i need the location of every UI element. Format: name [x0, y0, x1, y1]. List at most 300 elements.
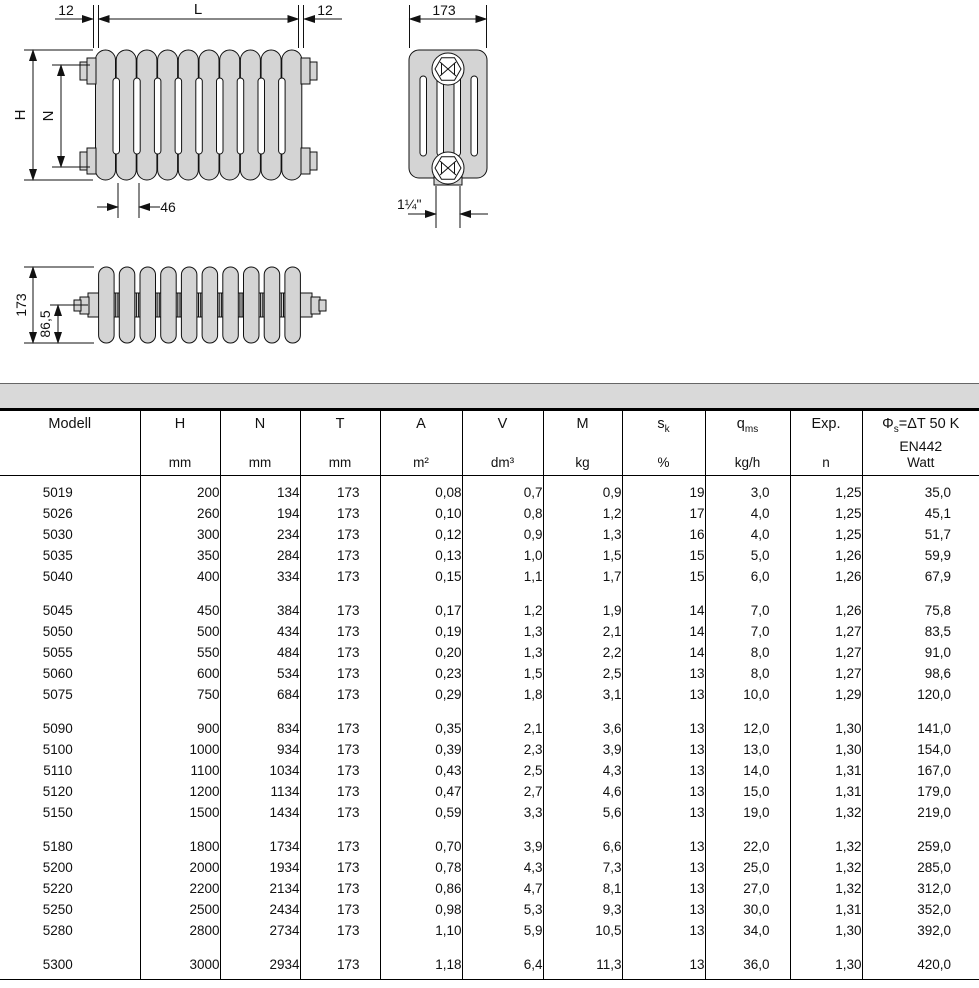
value-cell: 1,26: [790, 566, 862, 587]
value-cell: 1734: [220, 836, 300, 857]
value-cell: 4,0: [705, 524, 790, 545]
table-row-5060: [0, 663, 979, 684]
spacer-cell: [462, 823, 543, 836]
value-cell: 173: [300, 566, 380, 587]
model-cell: 5180: [42, 838, 73, 854]
table-row-5100: [0, 739, 979, 760]
spacer-cell: [622, 587, 705, 600]
spacer-cell: [705, 941, 790, 954]
value-cell: 1,2: [462, 600, 543, 621]
value-cell: 1,32: [790, 836, 862, 857]
table-row-5050: [0, 621, 979, 642]
model-cell: 5100: [42, 741, 73, 757]
value-cell: 34,0: [705, 920, 790, 941]
model-cell: 5200: [42, 859, 73, 875]
spacer-cell: [220, 975, 300, 980]
table-row-5090: [0, 718, 979, 739]
spacer-cell: [543, 823, 622, 836]
value-cell: 173: [300, 878, 380, 899]
value-cell: 2,1: [462, 718, 543, 739]
group-spacer-row: [0, 705, 979, 718]
value-cell: 1,27: [790, 621, 862, 642]
value-cell: 91,0: [862, 642, 979, 663]
value-cell: 1,30: [790, 739, 862, 760]
spacer-cell: [543, 587, 622, 600]
spacer-cell: [862, 823, 979, 836]
value-cell: 484: [220, 642, 300, 663]
value-cell: 834: [220, 718, 300, 739]
value-cell: 13: [622, 954, 705, 975]
model-cell: 5300: [42, 956, 73, 972]
column-header-n: N mm: [220, 411, 300, 476]
spacer-cell: [0, 941, 140, 954]
value-cell: 3,0: [705, 482, 790, 503]
value-cell: 219,0: [862, 802, 979, 823]
value-cell: 1,31: [790, 781, 862, 802]
value-cell: 400: [140, 566, 220, 587]
spacer-cell: [140, 975, 220, 980]
value-cell: 0,70: [380, 836, 462, 857]
value-cell: 1,0: [462, 545, 543, 566]
value-cell: 173: [300, 642, 380, 663]
value-cell: 2,2: [543, 642, 622, 663]
side-view-drawing: [397, 2, 488, 228]
value-cell: 173: [300, 663, 380, 684]
table-row-5045: [0, 600, 979, 621]
value-cell: 1,10: [380, 920, 462, 941]
value-cell: 36,0: [705, 954, 790, 975]
value-cell: 173: [300, 899, 380, 920]
value-cell: 19: [622, 482, 705, 503]
model-cell: 5110: [43, 762, 73, 778]
value-cell: 1,30: [790, 920, 862, 941]
spacer-cell: [462, 975, 543, 980]
value-cell: 284: [220, 545, 300, 566]
value-cell: 0,19: [380, 621, 462, 642]
value-cell: 154,0: [862, 739, 979, 760]
value-cell: 173: [300, 482, 380, 503]
table-row-5040: [0, 566, 979, 587]
table-row-5200: [0, 857, 979, 878]
group-spacer-row: [0, 941, 979, 954]
value-cell: 1,3: [462, 642, 543, 663]
value-cell: 900: [140, 718, 220, 739]
column-header-: $\Phi_s=\Delta T$ 50 K EN442 Watt: [862, 411, 979, 476]
value-cell: 0,29: [380, 684, 462, 705]
spacer-cell: [622, 823, 705, 836]
value-cell: 3,9: [462, 836, 543, 857]
value-cell: 173: [300, 524, 380, 545]
spacer-cell: [0, 975, 140, 980]
value-cell: 173: [300, 718, 380, 739]
value-cell: 2800: [140, 920, 220, 941]
value-cell: 0,98: [380, 899, 462, 920]
value-cell: 4,3: [462, 857, 543, 878]
value-cell: 12,0: [705, 718, 790, 739]
value-cell: 27,0: [705, 878, 790, 899]
value-cell: 14: [622, 621, 705, 642]
value-cell: 98,6: [862, 663, 979, 684]
value-cell: 2134: [220, 878, 300, 899]
value-cell: 15,0: [705, 781, 790, 802]
model-cell: 5280: [42, 922, 73, 938]
value-cell: 13: [622, 760, 705, 781]
value-cell: 500: [140, 621, 220, 642]
value-cell: 173: [300, 600, 380, 621]
table-row-5220: [0, 878, 979, 899]
value-cell: 8,0: [705, 663, 790, 684]
value-cell: 13: [622, 920, 705, 941]
value-cell: 0,20: [380, 642, 462, 663]
value-cell: 285,0: [862, 857, 979, 878]
spacer-cell: [380, 705, 462, 718]
spacer-cell: [462, 587, 543, 600]
side-bottom-plug: [432, 152, 464, 184]
value-cell: 59,9: [862, 545, 979, 566]
value-cell: 0,12: [380, 524, 462, 545]
value-cell: 4,7: [462, 878, 543, 899]
spacer-cell: [140, 941, 220, 954]
value-cell: 0,47: [380, 781, 462, 802]
value-cell: 420,0: [862, 954, 979, 975]
technical-drawings: [0, 0, 979, 383]
value-cell: 13: [622, 739, 705, 760]
value-cell: 392,0: [862, 920, 979, 941]
spacer-cell: [543, 941, 622, 954]
group-spacer-row: [0, 587, 979, 600]
value-cell: 194: [220, 503, 300, 524]
value-cell: 13: [622, 899, 705, 920]
side-top-plug: [432, 53, 464, 85]
value-cell: 9,3: [543, 899, 622, 920]
value-cell: 16: [622, 524, 705, 545]
value-cell: 1,5: [543, 545, 622, 566]
dim-label-86-5: 86,5: [37, 310, 53, 338]
value-cell: 534: [220, 663, 300, 684]
value-cell: 120,0: [862, 684, 979, 705]
value-cell: 4,3: [543, 760, 622, 781]
dim-label-N: N: [40, 110, 57, 122]
value-cell: 0,8: [462, 503, 543, 524]
front-view-drawing: [12, 1, 342, 218]
value-cell: 173: [300, 739, 380, 760]
spacer-cell: [790, 941, 862, 954]
spacer-cell: [790, 823, 862, 836]
value-cell: 6,4: [462, 954, 543, 975]
value-cell: 1,3: [462, 621, 543, 642]
column-header-m: M kg: [543, 411, 622, 476]
value-cell: 4,0: [705, 503, 790, 524]
spec-table: [0, 411, 979, 980]
spacer-cell: [705, 823, 790, 836]
value-cell: 45,1: [862, 503, 979, 524]
value-cell: 13: [622, 781, 705, 802]
dim-label-plan-173: 173: [13, 293, 29, 317]
value-cell: 173: [300, 920, 380, 941]
spacer-cell: [380, 823, 462, 836]
value-cell: 35,0: [862, 482, 979, 503]
value-cell: 13: [622, 836, 705, 857]
spacer-cell: [300, 705, 380, 718]
model-cell: 5030: [42, 526, 73, 542]
value-cell: 15: [622, 545, 705, 566]
value-cell: 0,7: [462, 482, 543, 503]
value-cell: 600: [140, 663, 220, 684]
value-cell: 350: [140, 545, 220, 566]
value-cell: 1,7: [543, 566, 622, 587]
table-row-5180: [0, 836, 979, 857]
dim-label-side-173: 173: [432, 2, 456, 18]
table-row-5055: [0, 642, 979, 663]
model-cell: 5040: [42, 568, 73, 584]
model-cell: 5019: [42, 484, 73, 500]
spacer-cell: [300, 975, 380, 980]
spacer-cell: [220, 941, 300, 954]
value-cell: 5,9: [462, 920, 543, 941]
dim-label-L: L: [193, 1, 203, 18]
value-cell: 0,43: [380, 760, 462, 781]
value-cell: 173: [300, 621, 380, 642]
table-row-5280: [0, 920, 979, 941]
value-cell: 4,6: [543, 781, 622, 802]
spec-table-header: [0, 411, 979, 476]
value-cell: 260: [140, 503, 220, 524]
value-cell: 134: [220, 482, 300, 503]
model-cell: 5055: [42, 644, 73, 660]
value-cell: 0,35: [380, 718, 462, 739]
value-cell: 8,1: [543, 878, 622, 899]
value-cell: 13: [622, 663, 705, 684]
value-cell: 7,3: [543, 857, 622, 878]
value-cell: 200: [140, 482, 220, 503]
value-cell: 5,6: [543, 802, 622, 823]
value-cell: 3,1: [543, 684, 622, 705]
value-cell: 0,15: [380, 566, 462, 587]
value-cell: 173: [300, 760, 380, 781]
value-cell: 334: [220, 566, 300, 587]
value-cell: 173: [300, 836, 380, 857]
value-cell: 14: [622, 642, 705, 663]
spacer-cell: [790, 975, 862, 980]
value-cell: 0,10: [380, 503, 462, 524]
value-cell: 11,3: [543, 954, 622, 975]
value-cell: 750: [140, 684, 220, 705]
value-cell: 1,31: [790, 760, 862, 781]
value-cell: 2,3: [462, 739, 543, 760]
table-row-5120: [0, 781, 979, 802]
spacer-cell: [622, 975, 705, 980]
value-cell: 1,2: [543, 503, 622, 524]
value-cell: 0,78: [380, 857, 462, 878]
value-cell: 6,0: [705, 566, 790, 587]
column-header-v: V dm³: [462, 411, 543, 476]
spacer-cell: [790, 587, 862, 600]
table-row-5250: [0, 899, 979, 920]
value-cell: 1134: [220, 781, 300, 802]
value-cell: 75,8: [862, 600, 979, 621]
model-cell: 5120: [42, 783, 73, 799]
value-cell: 1,27: [790, 663, 862, 684]
value-cell: 173: [300, 503, 380, 524]
model-cell: 5075: [42, 686, 73, 702]
value-cell: 312,0: [862, 878, 979, 899]
table-row-5035: [0, 545, 979, 566]
table-row-5026: [0, 503, 979, 524]
spacer-cell: [790, 705, 862, 718]
table-title-band: [0, 383, 979, 411]
value-cell: 0,23: [380, 663, 462, 684]
value-cell: 684: [220, 684, 300, 705]
value-cell: 3000: [140, 954, 220, 975]
spacer-cell: [380, 587, 462, 600]
spacer-cell: [705, 705, 790, 718]
spacer-cell: [140, 705, 220, 718]
value-cell: 13: [622, 802, 705, 823]
dim-label-right-12: 12: [317, 2, 333, 18]
value-cell: 1,30: [790, 718, 862, 739]
value-cell: 384: [220, 600, 300, 621]
value-cell: 141,0: [862, 718, 979, 739]
value-cell: 22,0: [705, 836, 790, 857]
spacer-cell: [140, 587, 220, 600]
spacer-cell: [705, 587, 790, 600]
value-cell: 14: [622, 600, 705, 621]
group-spacer-row: [0, 823, 979, 836]
model-cell: 5026: [42, 505, 73, 521]
value-cell: 173: [300, 684, 380, 705]
value-cell: 0,08: [380, 482, 462, 503]
value-cell: 234: [220, 524, 300, 545]
value-cell: 2434: [220, 899, 300, 920]
value-cell: 30,0: [705, 899, 790, 920]
value-cell: 1,9: [543, 600, 622, 621]
value-cell: 0,86: [380, 878, 462, 899]
spec-table-body: [0, 476, 979, 980]
spacer-cell: [220, 587, 300, 600]
value-cell: 1,32: [790, 878, 862, 899]
value-cell: 2200: [140, 878, 220, 899]
spacer-cell: [462, 705, 543, 718]
value-cell: 10,5: [543, 920, 622, 941]
value-cell: 2,1: [543, 621, 622, 642]
column-header-s: $s_k$ %: [622, 411, 705, 476]
spacer-cell: [862, 705, 979, 718]
value-cell: 1934: [220, 857, 300, 878]
value-cell: 2500: [140, 899, 220, 920]
value-cell: 1,32: [790, 857, 862, 878]
value-cell: 0,39: [380, 739, 462, 760]
value-cell: 13,0: [705, 739, 790, 760]
spacer-cell: [462, 941, 543, 954]
spacer-cell: [380, 941, 462, 954]
value-cell: 51,7: [862, 524, 979, 545]
spacer-cell: [622, 705, 705, 718]
value-cell: 15: [622, 566, 705, 587]
value-cell: 25,0: [705, 857, 790, 878]
table-row-5150: [0, 802, 979, 823]
value-cell: 17: [622, 503, 705, 524]
column-header-h: H mm: [140, 411, 220, 476]
value-cell: 173: [300, 545, 380, 566]
spacer-cell: [622, 941, 705, 954]
value-cell: 1,27: [790, 642, 862, 663]
model-cell: 5220: [42, 880, 73, 896]
model-cell: 5035: [42, 547, 73, 563]
value-cell: 934: [220, 739, 300, 760]
group-spacer-row: [0, 975, 979, 980]
value-cell: 1034: [220, 760, 300, 781]
value-cell: 1,1: [462, 566, 543, 587]
value-cell: 1,26: [790, 545, 862, 566]
value-cell: 1000: [140, 739, 220, 760]
spacer-cell: [0, 587, 140, 600]
model-cell: 5250: [42, 901, 73, 917]
model-cell: 5050: [42, 623, 73, 639]
value-cell: 13: [622, 718, 705, 739]
value-cell: 1,30: [790, 954, 862, 975]
value-cell: 83,5: [862, 621, 979, 642]
model-cell: 5090: [42, 720, 73, 736]
radiator-drawings-svg: [0, 0, 979, 383]
value-cell: 5,3: [462, 899, 543, 920]
spacer-cell: [543, 705, 622, 718]
spacer-cell: [705, 975, 790, 980]
value-cell: 13: [622, 878, 705, 899]
value-cell: 1,29: [790, 684, 862, 705]
value-cell: 19,0: [705, 802, 790, 823]
column-header-t: T mm: [300, 411, 380, 476]
value-cell: 2,7: [462, 781, 543, 802]
value-cell: 1,8: [462, 684, 543, 705]
value-cell: 173: [300, 781, 380, 802]
table-row-5300: [0, 954, 979, 975]
column-header-exp: Exp. n: [790, 411, 862, 476]
column-header-q: $q_{ms}$ kg/h: [705, 411, 790, 476]
value-cell: 2,5: [462, 760, 543, 781]
model-cell: 5045: [42, 602, 73, 618]
value-cell: 1,3: [543, 524, 622, 545]
value-cell: 1,25: [790, 482, 862, 503]
value-cell: 434: [220, 621, 300, 642]
spacer-cell: [543, 975, 622, 980]
value-cell: 2734: [220, 920, 300, 941]
value-cell: 3,3: [462, 802, 543, 823]
model-cell: 5060: [42, 665, 73, 681]
value-cell: 173: [300, 857, 380, 878]
spacer-cell: [0, 705, 140, 718]
value-cell: 179,0: [862, 781, 979, 802]
value-cell: 2000: [140, 857, 220, 878]
column-header-a: A m²: [380, 411, 462, 476]
spacer-cell: [220, 823, 300, 836]
value-cell: 10,0: [705, 684, 790, 705]
value-cell: 173: [300, 802, 380, 823]
spacer-cell: [862, 941, 979, 954]
value-cell: 13: [622, 857, 705, 878]
value-cell: 6,6: [543, 836, 622, 857]
value-cell: 0,59: [380, 802, 462, 823]
value-cell: 14,0: [705, 760, 790, 781]
spacer-cell: [300, 587, 380, 600]
dim-label-left-12: 12: [58, 2, 74, 18]
value-cell: 1100: [140, 760, 220, 781]
dim-label-thread: 1¼": [397, 196, 422, 212]
dim-label-H: H: [12, 109, 29, 121]
dim-label-46: 46: [160, 199, 176, 215]
value-cell: 7,0: [705, 600, 790, 621]
value-cell: 1800: [140, 836, 220, 857]
value-cell: 1,26: [790, 600, 862, 621]
